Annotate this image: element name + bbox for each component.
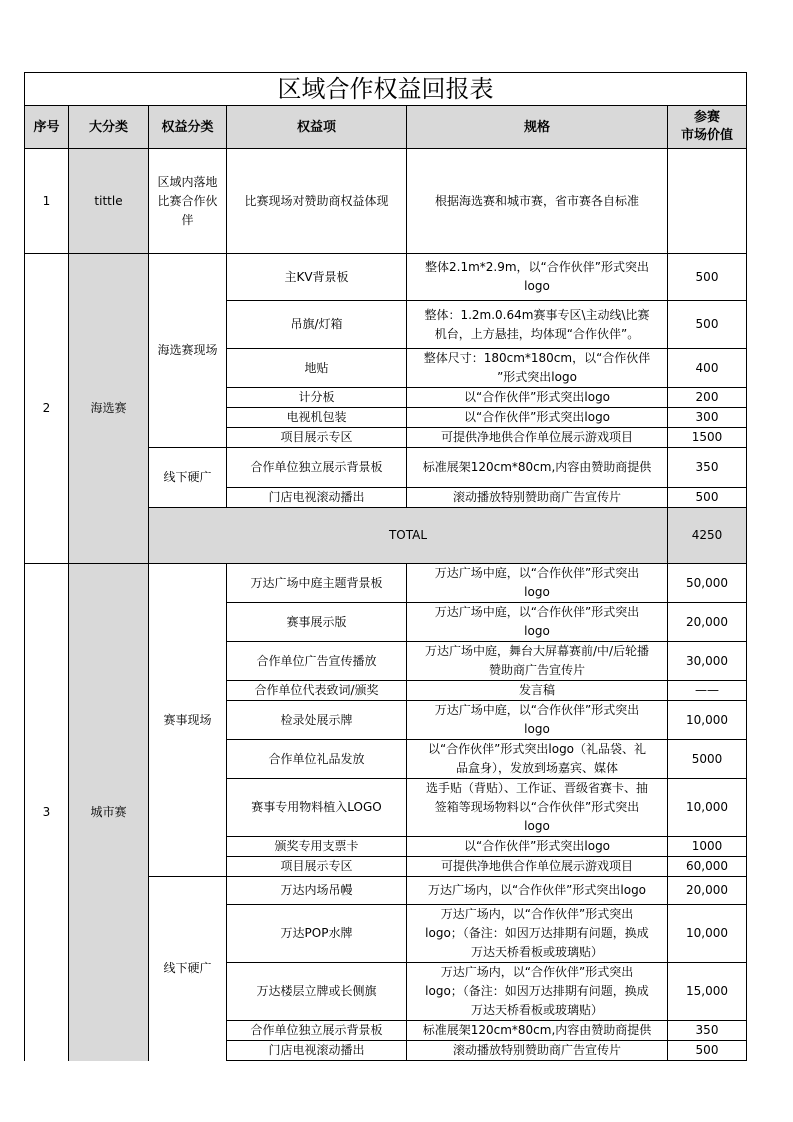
value-cell: 50,000 bbox=[668, 564, 747, 603]
value-cell: 20,000 bbox=[668, 603, 747, 642]
spec-cell: 万达广场中庭，以“合作伙伴”形式突出 logo bbox=[407, 564, 668, 603]
rights-item-cell: 地贴 bbox=[227, 349, 407, 388]
header-rights-category: 权益分类 bbox=[149, 106, 227, 149]
rights-return-table bbox=[24, 72, 747, 1061]
major-category-cell: 城市赛 bbox=[69, 564, 149, 1061]
rights-item-cell: 主KV背景板 bbox=[227, 254, 407, 301]
value-cell: 500 bbox=[668, 488, 747, 508]
rights-item-cell: 吊旗/灯箱 bbox=[227, 301, 407, 349]
header-market-value: 参赛 市场价值 bbox=[668, 106, 747, 149]
value-cell: 350 bbox=[668, 1021, 747, 1041]
spec-cell: 标准展架120cm*80cm,内容由赞助商提供 bbox=[407, 448, 668, 488]
spec-cell: 可提供净地供合作单位展示游戏项目 bbox=[407, 428, 668, 448]
value-cell: 60,000 bbox=[668, 857, 747, 877]
value-cell: 500 bbox=[668, 1041, 747, 1061]
header-seq: 序号 bbox=[25, 106, 69, 149]
rights-item-cell: 合作单位广告宣传播放 bbox=[227, 642, 407, 681]
rights-item-cell: 项目展示专区 bbox=[227, 428, 407, 448]
rights-category-cell: 海选赛现场 bbox=[149, 254, 227, 448]
spec-cell: 根据海选赛和城市赛，省市赛各自标准 bbox=[407, 149, 668, 254]
value-cell: 500 bbox=[668, 254, 747, 301]
value-cell: 5000 bbox=[668, 740, 747, 779]
rights-category-cell: 区域内落地 比赛合作伙 伴 bbox=[149, 149, 227, 254]
rights-item-cell: 合作单位代表致词/颁奖 bbox=[227, 681, 407, 701]
rights-item-cell: 赛事展示版 bbox=[227, 603, 407, 642]
spec-cell: 整体2.1m*2.9m，以“合作伙伴”形式突出 logo bbox=[407, 254, 668, 301]
value-cell: 30,000 bbox=[668, 642, 747, 681]
spec-cell: 可提供净地供合作单位展示游戏项目 bbox=[407, 857, 668, 877]
seq-cell: 1 bbox=[25, 149, 69, 254]
value-cell: 1000 bbox=[668, 837, 747, 857]
spec-cell: 选手贴（背贴）、工作证、晋级省赛卡、抽 签箱等现场物料以“合作伙伴”形式突出 logo bbox=[407, 779, 668, 837]
header-rights-item: 权益项 bbox=[227, 106, 407, 149]
header-spec: 规格 bbox=[407, 106, 668, 149]
rights-item-cell: 万达内场吊幔 bbox=[227, 877, 407, 905]
spec-cell: 标准展架120cm*80cm,内容由赞助商提供 bbox=[407, 1021, 668, 1041]
value-cell: 20,000 bbox=[668, 877, 747, 905]
rights-item-cell: 合作单位独立展示背景板 bbox=[227, 448, 407, 488]
rights-item-cell: 万达楼层立牌或长侧旗 bbox=[227, 963, 407, 1021]
value-cell: 300 bbox=[668, 408, 747, 428]
value-cell: 200 bbox=[668, 388, 747, 408]
rights-category-cell: 线下硬广 bbox=[149, 448, 227, 508]
seq-cell: 2 bbox=[25, 254, 69, 564]
major-category-cell: tittle bbox=[69, 149, 149, 254]
rights-item-cell: 赛事专用物料植入LOGO bbox=[227, 779, 407, 837]
value-cell: 15,000 bbox=[668, 963, 747, 1021]
major-category-cell: 海选赛 bbox=[69, 254, 149, 564]
rights-category-cell: 线下硬广 bbox=[149, 877, 227, 1061]
value-cell: 400 bbox=[668, 349, 747, 388]
value-cell: 10,000 bbox=[668, 779, 747, 837]
total-value: 4250 bbox=[668, 508, 747, 564]
spec-cell: 万达广场中庭，以“合作伙伴”形式突出 logo bbox=[407, 701, 668, 740]
spec-cell: 以“合作伙伴”形式突出logo（礼品袋、礼 品盒身），发放到场嘉宾、媒体 bbox=[407, 740, 668, 779]
total-label: TOTAL bbox=[149, 508, 668, 564]
value-cell: —— bbox=[668, 681, 747, 701]
value-cell: 10,000 bbox=[668, 905, 747, 963]
seq-cell: 3 bbox=[25, 564, 69, 1061]
header-major-category: 大分类 bbox=[69, 106, 149, 149]
value-cell bbox=[668, 149, 747, 254]
rights-item-cell: 检录处展示牌 bbox=[227, 701, 407, 740]
rights-item-cell: 万达广场中庭主题背景板 bbox=[227, 564, 407, 603]
rights-item-cell: 合作单位礼品发放 bbox=[227, 740, 407, 779]
table-row bbox=[25, 254, 747, 301]
rights-item-cell: 万达POP水牌 bbox=[227, 905, 407, 963]
rights-item-cell: 颁奖专用支票卡 bbox=[227, 837, 407, 857]
spec-cell: 整体：1.2m.0.64m赛事专区\主动线\比赛 机台，上方悬挂，均体现“合作伙伴”。 bbox=[407, 301, 668, 349]
spec-cell: 万达广场内，以“合作伙伴”形式突出 logo；（备注：如因万达排期有问题，换成 万达天桥看板或玻璃贴） bbox=[407, 905, 668, 963]
value-cell: 10,000 bbox=[668, 701, 747, 740]
value-cell: 500 bbox=[668, 301, 747, 349]
rights-item-cell: 门店电视滚动播出 bbox=[227, 1041, 407, 1061]
spec-cell: 以“合作伙伴”形式突出logo bbox=[407, 388, 668, 408]
table-row bbox=[25, 149, 747, 254]
spec-cell: 发言稿 bbox=[407, 681, 668, 701]
page-title: 区域合作权益回报表 bbox=[25, 73, 747, 106]
rights-item-cell: 计分板 bbox=[227, 388, 407, 408]
value-cell: 1500 bbox=[668, 428, 747, 448]
value-cell: 350 bbox=[668, 448, 747, 488]
rights-category-cell: 赛事现场 bbox=[149, 564, 227, 877]
spec-cell: 万达广场中庭，以“合作伙伴”形式突出 logo bbox=[407, 603, 668, 642]
spec-cell: 万达广场中庭，舞台大屏幕赛前/中/后轮播 赞助商广告宣传片 bbox=[407, 642, 668, 681]
table-row bbox=[25, 564, 747, 603]
spec-cell: 以“合作伙伴”形式突出logo bbox=[407, 837, 668, 857]
spec-cell: 万达广场内，以“合作伙伴”形式突出logo bbox=[407, 877, 668, 905]
rights-item-cell: 门店电视滚动播出 bbox=[227, 488, 407, 508]
rights-item-cell: 比赛现场对赞助商权益体现 bbox=[227, 149, 407, 254]
spec-cell: 滚动播放特别赞助商广告宣传片 bbox=[407, 488, 668, 508]
spec-cell: 整体尺寸：180cm*180cm，以“合作伙伴 ”形式突出logo bbox=[407, 349, 668, 388]
rights-item-cell: 电视机包装 bbox=[227, 408, 407, 428]
spec-cell: 滚动播放特别赞助商广告宣传片 bbox=[407, 1041, 668, 1061]
rights-item-cell: 合作单位独立展示背景板 bbox=[227, 1021, 407, 1041]
spec-cell: 以“合作伙伴”形式突出logo bbox=[407, 408, 668, 428]
rights-item-cell: 项目展示专区 bbox=[227, 857, 407, 877]
spec-cell: 万达广场内，以“合作伙伴”形式突出 logo；（备注：如因万达排期有问题，换成 万达天桥看板或玻璃贴） bbox=[407, 963, 668, 1021]
